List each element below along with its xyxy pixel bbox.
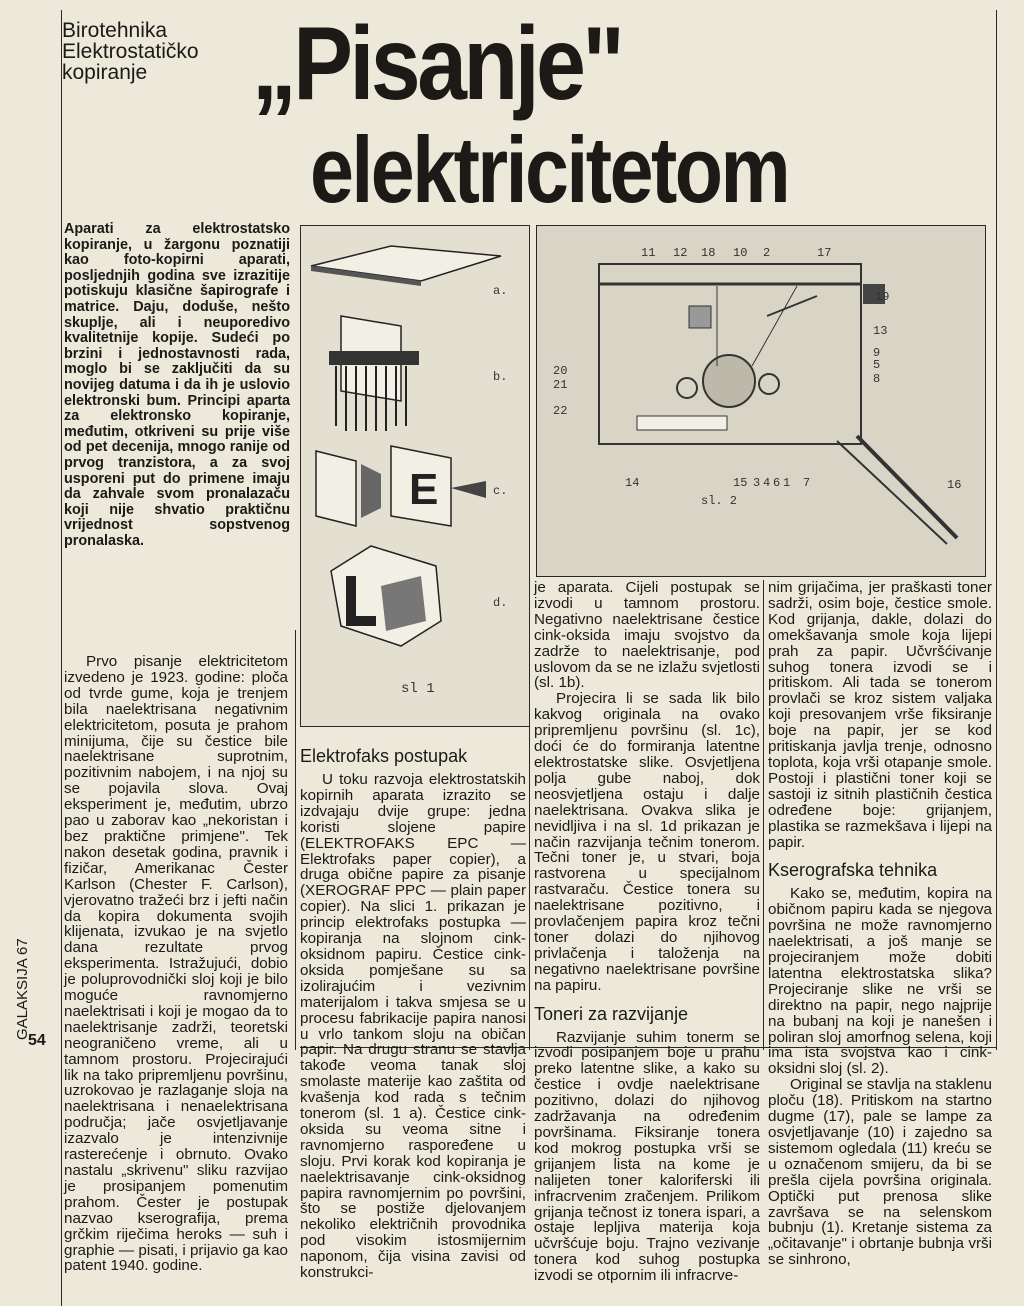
section-label-line-3: kopiranje [62,61,148,84]
figure-2-number: 6 [773,476,781,490]
column-2 [300,746,526,1281]
figure-2-number: 20 [553,364,568,378]
section-label-line-2: Elektrostatičko [62,40,199,63]
figure-2-number: 8 [873,372,881,386]
column-4 [768,580,992,1268]
figure-2-number: 18 [701,246,716,260]
heading-toneri: Toneri za razvijanje [534,1003,689,1024]
lead-paragraph: Aparati za elektrostatsko kopiranje, u žargonu poznatiji kao foto-kopirni aparati, posljednjih godina sve izrazitije potiskuju klasične šapirografe i matrice. Daju, doduše, nešto skuplje, ali i neuporedivo kvalitetnije kopije. Sudeći po brzini i jednostavnosti rada, moglo bi se zaključiti da su novijeg datuma i da ih je uslovio elektronski bum. Principi aparta za elektronsko kopiranje, međutim, otkriveni su prije više od pet decenija, mnogo ranije od prvog tranzistora, a za svoj usporeni put do primene imaju da zahvale svom pronalazaču koji nije shvatio praktičnu vrijednost sopstvenog pronalaska. [64,221,290,549]
figure-2-number: 14 [625,476,640,490]
figure-2-number: 10 [733,246,748,260]
headline-line-2: elektricitetom [310,117,789,222]
figure-2-number: 2 [763,246,771,260]
figure-2-number: 19 [875,290,890,304]
column-rule-1 [295,630,296,1050]
figure-2 [536,225,986,577]
column-4-paragraph: nim grijačima, jer praškasti toner sadrži, osim boje, čestice smole. Kod grijanja, dakle, dolazi do omekšavanja smole koja lijepi prah za papir. Učvršćivanje suhog tonera izvodi se i pritiskom. Ali tada se tonerom provlači se kroz sistem valjaka koji presovanjem vrše fiksiranje boje na papir, jer se kod pritiskanja javlja trenje, odnosno toplota, koja vrši otapanje smole. Postoji i plastični toner koji se sastoji iz sitnih plastičnih čestica određene boje: grijanjem, plastika se razmekšava i lijepi na papir. [768,579,992,851]
column-rule-3 [763,580,764,1050]
figure-2-number: 5 [873,358,881,372]
figure-1-letter: E [409,465,439,514]
column-2-paragraph: U toku razvoja elektrostatskih kopirnih aparata izrazito se izdvajaju dvije grupe: jedna koristi slojene papire (ELEKTROFAKS EPC — Elektrofaks paper copier), a druga obične papire za pisanje (XEROGRAF PPC — plain paper copier). Na slici 1. prikazan je princip elektrofaks postupka — kopiranja na slojnom cink-oksidnom papiru. Čestice cink-oksida pomješane su sa izolirajućim i vezivnim materijalom i takva smjesa se u procesu fabrikacije papira nanosi u vrlo tankom sloju na običan papir. Na drugu stranu se stavlja takođe veoma tanak sloj smolaste materije kao zaštita od kvašenja kod rada s tečnim tonerom (sl. 1 a). Čestice cink-oksida su veoma sitne i ravnomjerno raspoređene u sloju. Prvi korak kod kopiranja je naelektrisavanje cink-oksidnog papira ravnomjernim po površini, što se postiže djelovanjem nekoliko električnih provodnika pod visokim istosmijernim naponom, čija visina zavisi od konstrukci- [300,771,526,1282]
column-1 [64,654,288,1274]
figure-2-number: 1 [783,476,791,490]
column-3 [534,580,760,1284]
figure-2-number: 4 [763,476,771,490]
heading-kserografska: Kserografska tehnika [768,860,938,881]
figure-1-label-b: b. [493,370,508,384]
section-label-line-1: Birotehnika [62,19,168,42]
magazine-name: GALAKSIJA 67 [14,938,31,1040]
column-3-paragraph: je aparata. Cijeli postupak se izvodi u tamnom prostoru. Negativno naelektrisane čestice cink-oksida imaju svojstvo da zadrže to naelektrisanje, pod uslovom da se ne izlažu svjetlosti (sl. 1b). [534,579,760,692]
headline-line-1: „Pisanje" [252,6,622,122]
figure-2-number: 13 [873,324,888,338]
figure-2-drawing [537,226,985,576]
figure-2-number: 12 [673,246,688,260]
column-3-paragraph: Razvijanje suhim tonerm se izvodi posipanjem boje u prahu preko latentne slike, a kako su čestice i ovdje naelektrisane pozitivno, dolazi do njihovog zadržavanja na određenim površinama. Fiksiranje tonera kod mokrog postupka vrši se grijanjem lista na kome je nalijeten toner kaloriferski ili infracrvenim zračenjem. Prilikom grijanja tečnost iz tonera ispari, a ostaje lepljiva materija koja učvršćuje boju. Trajno vezivanje tonera kod suhog postupka izvodi se otpornim ili infracrve- [534,1028,760,1285]
right-margin-rule [996,10,997,1050]
figure-2-number: 22 [553,404,568,418]
figure-2-number: 15 [733,476,748,490]
figure-2-number: 9 [873,346,881,360]
column-3-paragraph: Projecira li se sada lik bilo kakvog originala na ovako pripremljenu površinu (sl. 1c), doći će do formiranja latentne elektrostatske slike. Osvjetljena polja gube naboj, dok neosvjetljena ostaju i dalje naelektrisana. Ovakva slika je nevidljiva i na sl. 1d prikazan je način razvijanja tečnim tonerom. Tečni toner je, u stvari, boja rastvorena u specijalnom rastvaraču. Čestice tonera su naelektrisane pozitivno, i provlačenjem papira kroz tečni toner dolazi do njihovog privlačenja i taloženja na negativno naelektrisane površine na papiru. [534,690,760,994]
figure-1-label-d: d. [493,596,508,610]
figure-2-caption: sl. 2 [701,494,738,508]
figure-2-number: 17 [817,246,832,260]
section-label [62,20,199,83]
figure-1-caption: sl 1 [401,681,435,697]
figure-2-number: 11 [641,246,656,260]
left-margin-rule [61,10,62,1306]
figure-2-number: 3 [753,476,761,490]
page-number: 54 [28,1032,46,1049]
figure-1-label-c: c. [493,484,508,498]
heading-elektrofaks: Elektrofaks postupak [300,746,468,766]
column-4-paragraph: Original se stavlja na staklenu ploču (18). Pritiskom na startno dugme (17), pale se lampe za osvjetljavanje (10) i zajedno sa sistemom ogledala (11) kreću se u označenom smijeru, da bi se prešla cijela površina originala. Optički put prenosa slike završava se na selenskom bubnju (1). Kretanje sistema za „očitavanje" i obrtanje bubnja vrši se sinhrono, [768,1076,992,1269]
figure-2-number: 7 [803,476,811,490]
figure-1-drawing [301,226,529,726]
figure-2-number: 21 [553,378,568,392]
figure-1-label-a: a. [493,284,508,298]
column-1-paragraph: Prvo pisanje elektricitetom izvedeno je 1923. godine: ploča od tvrde gume, koja je trenjem bila naelektrisana negativnim elektricitetom, posuta je prahom minijuma, čije su čestice bile naelektrisane suprotnim, pozitivnim nabojem, i na njoj su se pojavila slova. Ovaj eksperiment je, međutim, ubrzo pao u zaborav kao „nekoristan i bez praktične primjene". Tek nakon desetak godina, pravnik i fizičar, Amerikanac Čester Karlson (Chester F. Carlson), vjerovatno tražeći brz i jefti način da kopira dokumenta svojih klijenata, izvukao je na svjetlo dana rezultate prvog eksperimenta. Istražujući, dobio je poluprovodnički sloj koji je bilo moguće ravnomjerno naelektrisati i koji je mogao da to naelektrisanje zadrži, teoretski neograničeno vreme, ali u tamnom prostoru. Projecirajući lik na tako pripremljenu površinu, uzrokovao je razlaganje sloja na naelektrisana i nenaelektrisana područja; jače osvjetljavanje izazvalo je intenzivnije rasterećenje i obrnuto. Ovako nastalu „skrivenu" sliku razvijao je prosipanjem pomenutim prahom. Čester je postupak nazvao kserografija, prema grčkim riječima heroks — suh i graphie — pisati, i prijavio ga kao patent 1940. godine. [64,653,288,1275]
figure-1 [300,225,530,727]
column-4-paragraph: Kako se, međutim, kopira na običnom papiru kada se njegova površina ne može ravnomjerno naelektrisati, a još manje se projeciranjem može dobiti latentna elektrostatska slika? Projeciranje slike ne vrši se direktno na papir, nego najprije na bubanj na koji je nanešen i poliran sloj amorfnog selena, koji ima ista svojstva kao i cink-oksidni sloj (sl. 2). [768,885,992,1078]
figure-2-number: 16 [947,478,962,492]
